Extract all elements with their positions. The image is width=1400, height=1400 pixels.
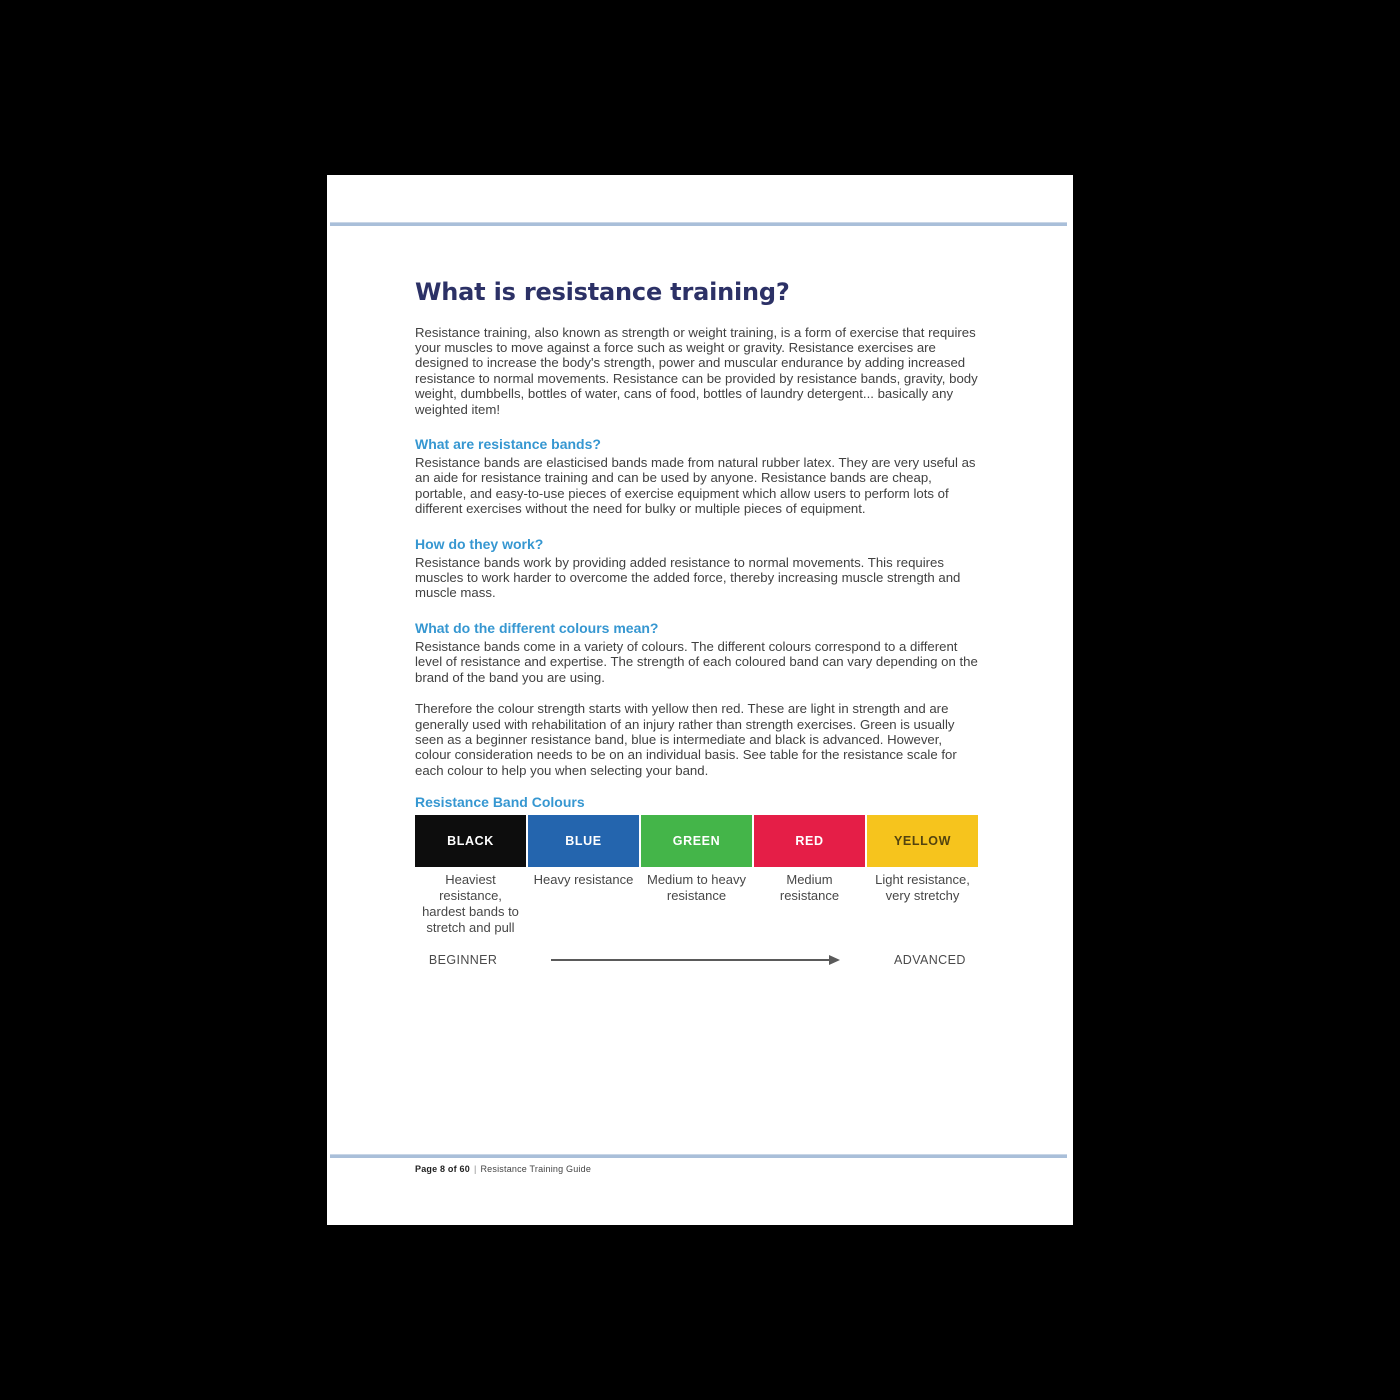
section-heading-how-do-they-work: How do they work? [415,535,544,552]
band-label-red: RED [795,834,824,849]
document-page [327,175,1073,1225]
band-cell-blue [528,815,639,867]
band-cell-yellow [867,815,978,867]
section-paragraph: Resistance bands are elasticised bands made from natural rubber latex. They are very useful as an aide for resistance training and can be used by anyone. Resistance bands are cheap, portable, and easy-to-use pieces of exercise equipment which allow users to perform lots of different exercises without the need for bulky or multiple pieces of equipment. [415,455,976,517]
band-cell-green [641,815,752,867]
page-title: What is resistance training? [415,278,790,306]
section-heading-what-are-resistance-bands: What are resistance bands? [415,436,601,453]
band-cell-red [754,815,865,867]
band-cell-black [415,815,526,867]
section-paragraph: Therefore the colour strength starts with yellow then red. These are light in strength and are generally used with rehabilitation of an injury rather than strength exercises. Green is usually seen as a beginner resistance band, blue is intermediate and black is advanced. However, colour consideration needs to be on an individual basis. See table for the resistance scale for each colour to help you when selecting your band. [415,701,957,778]
band-table-heading: Resistance Band Colours [415,794,585,811]
band-desc-blue: Heavy resistance [533,872,634,888]
band-desc-yellow: Light resistance, very stretchy [875,872,970,904]
band-label-green: GREEN [672,834,721,849]
page-footer [415,1164,591,1174]
band-color-header-row [415,815,978,867]
footer-doc-title: Resistance Training Guide [480,1164,592,1174]
arrow-right-icon [829,955,840,965]
section-heading-different-colours: What do the different colours mean? [415,619,659,636]
band-description-row [415,872,978,952]
band-label-yellow: YELLOW [893,834,952,849]
section-paragraph: Resistance bands work by providing added resistance to normal movements. This requires muscles to work harder to overcome the added force, thereby increasing muscle strength and muscle mass. [415,554,961,601]
band-desc-green: Medium to heavy resistance [647,872,746,904]
advanced-label: ADVANCED [894,953,966,968]
band-label-blue: BLUE [565,834,602,849]
band-desc-black: Heaviest resistance, hardest bands to stretch and pull [422,872,519,936]
intro-paragraph: Resistance training, also known as strength or weight training, is a form of exercise that requires your muscles to move against a force such as weight or gravity. Resistance exercises are designed to increase the body's strength, power and muscular endurance by adding increased resistance to normal movements. Resistance can be provided by resistance bands, gravity, body weight, dumbbells, bottles of water, cans of food, bottles of laundry detergent... basically any weighted item! [415,324,978,417]
page-content [415,279,978,968]
beginner-label: BEGINNER [428,953,498,968]
footer-separator: | [473,1164,477,1174]
band-desc-red: Medium resistance [779,872,840,904]
footer-page-number: Page 8 of 60 [415,1164,470,1174]
difficulty-arrow [511,955,882,965]
difficulty-scale-row [415,952,978,968]
top-divider-line [330,222,1067,226]
bottom-divider-line [330,1154,1067,1158]
arrow-line [551,959,829,961]
section-paragraph: Resistance bands come in a variety of colours. The different colours correspond to a different level of resistance and expertise. The strength of each coloured band can vary depending on the brand of the band you are using. [415,638,978,685]
band-label-black: BLACK [447,834,494,849]
